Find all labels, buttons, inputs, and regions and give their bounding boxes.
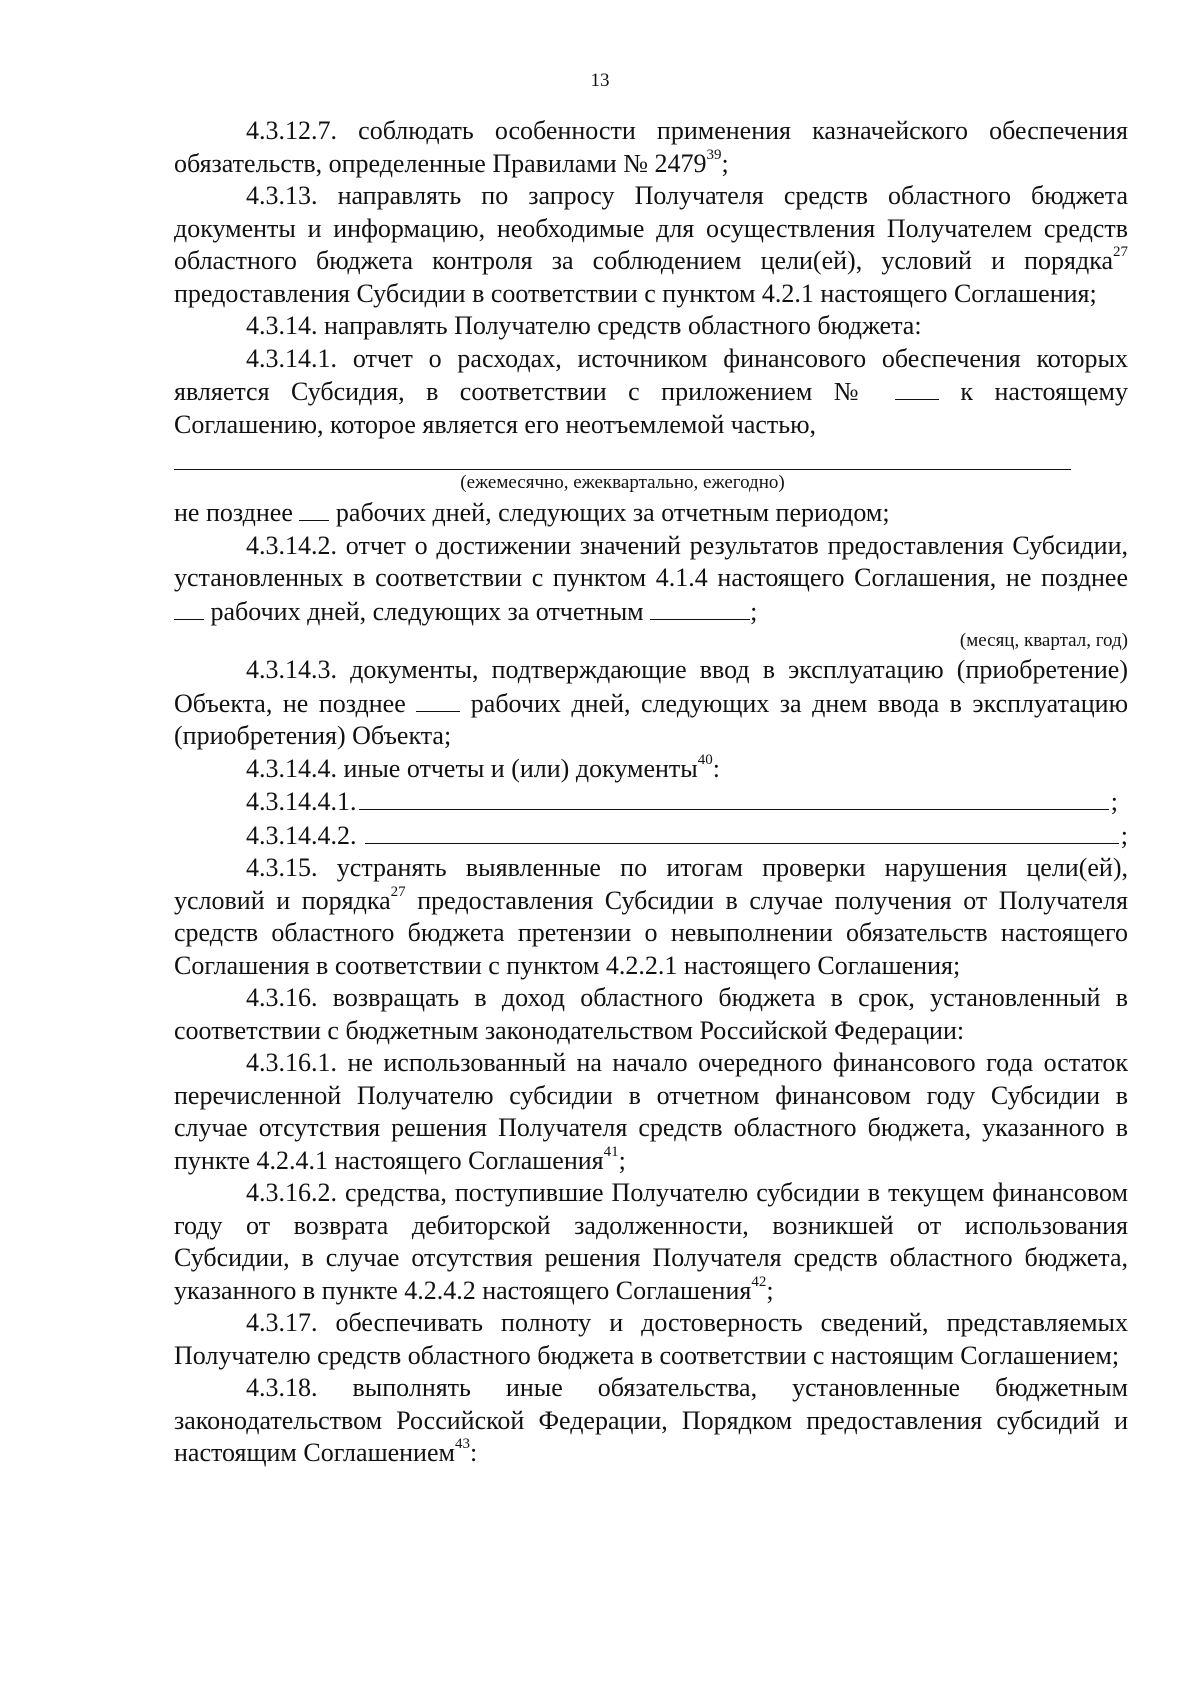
clause-text-tail: рабочих дней, следующих за днем ввода в эксплуатацию (приобретения) Объекта; [174,688,1129,750]
clause-4-3-14-1-deadline [174,496,1128,530]
footnote-ref[interactable]: 27 [390,883,406,900]
period-blank[interactable] [650,595,750,620]
clause-text-tail: ; [766,1275,774,1305]
clause-4-3-14-4-1 [174,785,1128,819]
footnote-ref[interactable]: 42 [751,1273,767,1290]
clause-text-tail: : [712,753,720,783]
clause-text: не позднее [174,498,293,527]
document-body [174,115,1128,1470]
clause-text-tail: ; [750,596,758,626]
days-blank[interactable] [174,595,204,620]
clause-4-3-17: 4.3.17. обеспечивать полноту и достоверность сведений, представляемых Получателю средств областного бюджета в соответствии с настоящим Соглашением; [174,1308,1128,1370]
clause-text: 4.3.14.1. отчет о расходах, источником финансового обеспечения которых является Субсидия, в соответствии с приложением № [174,343,1128,406]
clause-4-3-15 [174,852,1128,982]
other-document-blank[interactable] [359,785,1109,810]
clause-text-tail: предоставления Субсидии в соответствии с пунктом 4.2.1 настоящего Соглашения; [174,278,1097,308]
footnote-ref[interactable]: 43 [454,1436,470,1453]
clause-4-3-13 [174,180,1128,310]
clause-label: 4.3.14.4.1. [246,787,357,816]
footnote-ref[interactable]: 39 [706,146,722,163]
clause-text-tail: предоставления Субсидии в случае получения от Получателя средств областного бюджета претензии о невыполнении обязательств настоящего Соглашения в соответствии с пунктом 4.2.2.1 настоящего Соглашения; [174,885,1128,980]
clause-text-tail: ; [1110,787,1118,816]
appendix-number-blank[interactable] [895,375,939,400]
footnote-ref[interactable]: 27 [1113,244,1128,261]
period-caption: (месяц, квартал, год) [959,630,1128,651]
periodicity-caption: (ежемесячно, ежеквартально, ежегодно) [460,472,785,493]
clause-text-tail: ; [1120,820,1128,850]
clause-4-3-14-2 [174,530,1128,629]
clause-text: 4.3.12.7. соблюдать особенности применения казначейского обеспечения обязательств, определенные Правилами № 2479 [174,116,1128,178]
clause-text-tail: ; [721,148,729,178]
clause-4-3-12-7 [174,115,1128,180]
clause-4-3-14-3 [174,654,1128,753]
clause-4-3-14-1 [174,343,1128,442]
clause-4-3-16-1 [174,1047,1128,1177]
clause-4-3-14-4 [174,753,1128,786]
clause-text: 4.3.13. направлять по запросу Получателя средств областного бюджета документы и информацию, необходимые для осуществления Получателем средств областного бюджета контроля за соблюдением цели(ей), условий и порядка [174,181,1128,275]
clause-text: 4.3.16.1. не использованный на начало очередного финансового года остаток перечисленной Получателю субсидии в отчетном финансовом году Субсидии в случае отсутствия решения Получателя средств областного бюджета, указанного в пункте 4.2.4.1 настоящего Соглашения [174,1048,1128,1175]
days-blank[interactable] [299,496,329,521]
periodicity-blank-line[interactable] [174,441,1071,470]
clause-text: 4.3.14.4. иные отчеты и (или) документы [246,753,698,783]
clause-4-3-18 [174,1372,1128,1470]
clause-text-mid: рабочих дней, следующих за отчетным [204,596,651,626]
clause-text: 4.3.16.2. средства, поступившие Получателю субсидии в текущем финансовом году от возврата дебиторской задолженности, возникшей от использования Субсидии, в случае отсутствия решения Получателя средств областного бюджета, указанного в пункте 4.2.4.2 настоящего Соглашения [174,1178,1128,1305]
days-blank[interactable] [416,687,460,712]
clause-text: 4.3.15. устранять выявленные по итогам проверки нарушения цели(ей), условий и порядка [174,853,1128,915]
clause-text-tail: к настоящему Соглашению, которое является его неотъемлемой частью, [174,377,1128,439]
clause-text-tail: ; [618,1145,626,1175]
other-document-blank[interactable] [365,819,1119,844]
footnote-ref[interactable]: 41 [603,1143,619,1160]
footnote-ref[interactable]: 40 [697,751,713,768]
clause-text-tail: рабочих дней, следующих за отчетным периодом; [329,498,890,527]
clause-text-tail: : [469,1438,478,1467]
page-number: 13 [590,70,610,91]
clause-text: 4.3.14.3. документы, подтверждающие ввод в эксплуатацию (приобретение) Объекта, не позднее [174,655,1128,718]
clause-text: 4.3.14.2. отчет о достижении значений результатов предоставления Субсидии, установленных в соответствии с пунктом 4.1.4 настоящего Соглашения, не позднее [174,530,1128,592]
clause-text: 4.3.18. выполнять иные обязательства, установленные бюджетным законодательством Российской Федерации, Порядком предоставления субсидий и настоящим Соглашением [174,1373,1128,1467]
clause-label: 4.3.14.4.2. [246,820,363,850]
clause-4-3-16: 4.3.16. возвращать в доход областного бюджета в срок, установленный в соответствии с бюджетным законодательством Российской Федерации: [174,983,1128,1045]
clause-4-3-16-2 [174,1177,1128,1307]
clause-4-3-14: 4.3.14. направлять Получателю средств областного бюджета: [246,311,922,340]
clause-4-3-14-4-2 [174,819,1128,853]
